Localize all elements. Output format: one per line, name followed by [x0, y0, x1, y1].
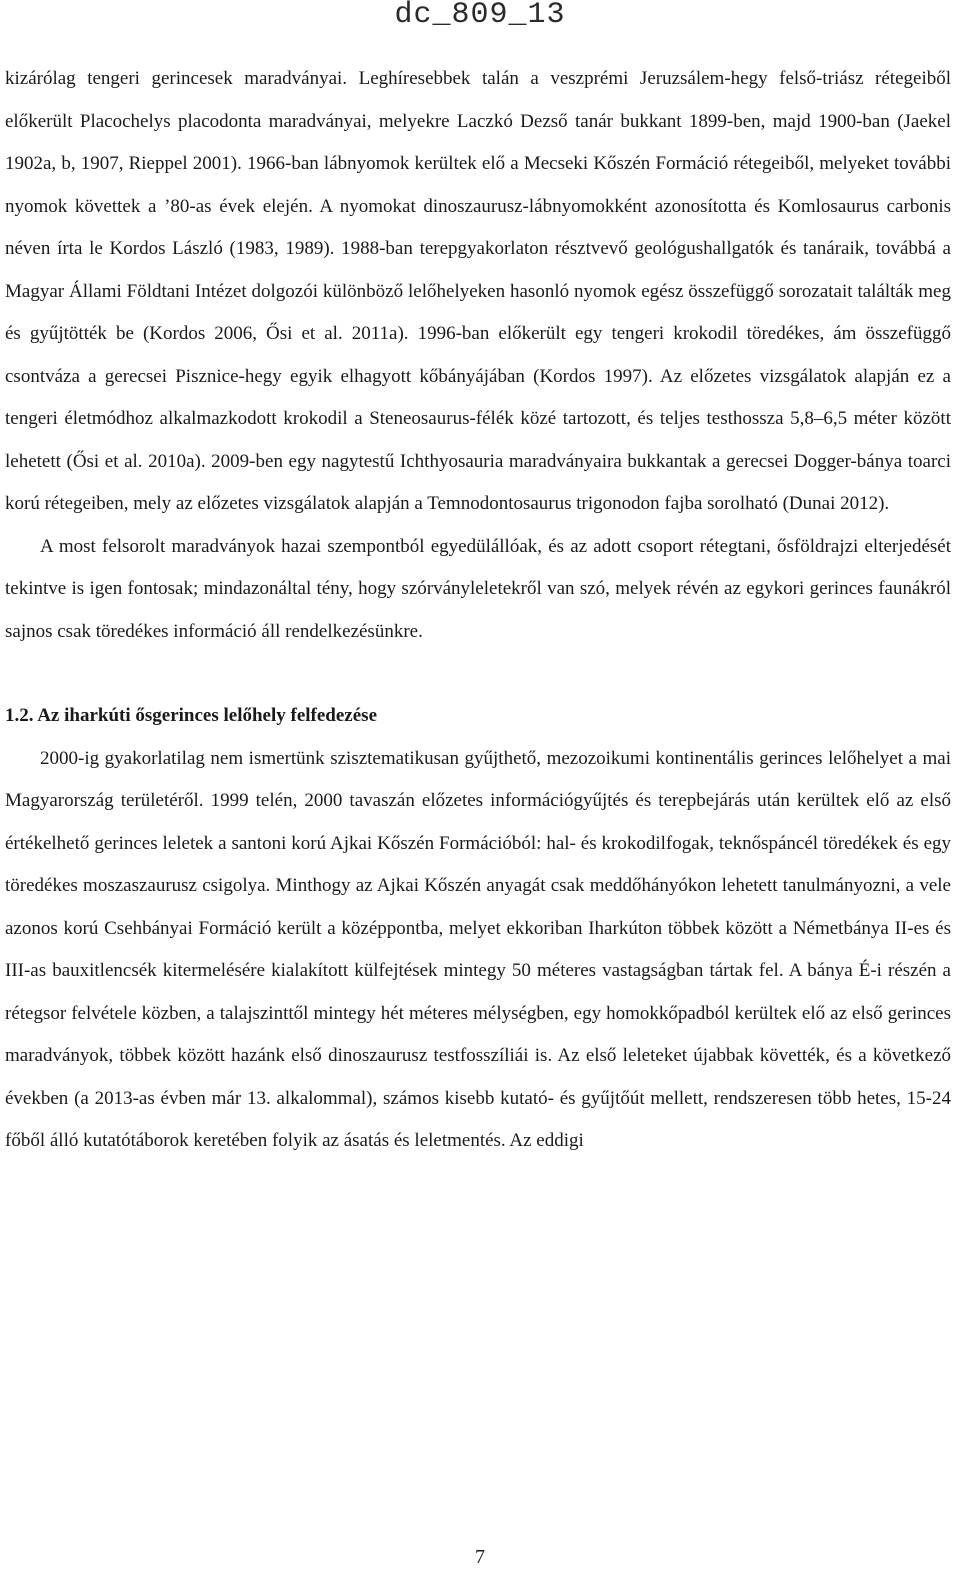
body-paragraph-3: 2000-ig gyakorlatilag nem ismertünk szisztematikusan gyűjthető, mezozoikumi kontinentális gerinces lelőhelyet a mai Magyarország területéről. 1999 telén, 2000 tavaszán előzetes információgyűjtés és terepbejárás után kerültek elő az első értékelhető gerinces leletek a santoni korú Ajkai Kőszén Formációból: hal- és krokodilfogak, teknőspáncél töredékek és egy töredékes moszaszaurusz csigolya. Minthogy az Ajkai Kőszén anyagát csak meddőhányókon lehetett tanulmányozni, a vele azonos korú Csehbányai Formáció került a középpontba, melyet ekkoriban Iharkúton többek között a Németbánya II-es és III-as bauxitlencsék kitermelésére kialakított külfejtések mintegy 50 méteres vastagságban tártak fel. A bánya É-i részén a rétegsor felvétele közben, a talajszinttől mintegy hét méteres mélységben, egy homokkőpadból kerültek elő az első gerinces maradványok, többek között hazánk első dinoszaurusz testfosszíliái is. Az első leleteket újabbak követték, és a következő években (a 2013-as évben már 13. alkalommal), számos kisebb kutató- és gyűjtőút mellett, rendszeresen több hetes, 15-24 főből álló kutatótáborok keretében folyik az ásatás és leletmentés. Az eddigi	[5, 747, 951, 1151]
body-paragraph-2: A most felsorolt maradványok hazai szempontból egyedülállóak, és az adott csoport rétegtani, ősföldrajzi elterjedését tekintve is igen fontosak; mindazonáltal tény, hogy szórványleletekről van szó, melyek révén az egykori gerinces faunákról sajnos csak töredékes információ áll rendelkezésünkre.	[5, 535, 951, 642]
section-heading: 1.2. Az iharkúti ősgerinces lelőhely felfedezése	[5, 705, 378, 726]
page-body	[5, 58, 951, 1163]
page-number: 7	[475, 1546, 485, 1568]
section-spacer	[5, 653, 951, 695]
document-id-header: dc_809_13	[394, 0, 566, 32]
body-paragraph-1: kizárólag tengeri gerincesek maradványai. Leghíresebbek talán a veszprémi Jeruzsálem-hegy felső-triász rétegeiből előkerült Placochelys placodonta maradványai, melyekre Laczkó Dezső tanár bukkant 1899-ben, majd 1900-ban (Jaekel 1902a, b, 1907, Rieppel 2001). 1966-ban lábnyomok kerültek elő a Mecseki Kőszén Formáció rétegeiből, melyeket további nyomok követtek a ’80-as évek elején. A nyomokat dinoszaurusz-lábnyomokként azonosította és Komlosaurus carbonis néven írta le Kordos László (1983, 1989). 1988-ban terepgyakorlaton résztvevő geológushallgatók és tanáraik, továbbá a Magyar Állami Földtani Intézet dolgozói különböző lelőhelyeken hasonló nyomok egész összefüggő sorozatait találták meg és gyűjtötték be (Kordos 2006, Ősi et al. 2011a). 1996-ban előkerült egy tengeri krokodil töredékes, ám összefüggő csontváza a gerecsei Pisznice-hegy egyik elhagyott kőbányájában (Kordos 1997). Az előzetes vizsgálatok alapján ez a tengeri életmódhoz alkalmazkodott krokodil a Steneosaurus-félék közé tartozott, és teljes testhossza 5,8–6,5 méter között lehetett (Ősi et al. 2010a). 2009-ben egy nagytestű Ichthyosauria maradványaira bukkantak a gerecsei Dogger-bánya toarci korú rétegeiben, mely az előzetes vizsgálatok alapján a Temnodontosaurus trigonodon fajba sorolható (Dunai 2012).	[5, 68, 951, 514]
